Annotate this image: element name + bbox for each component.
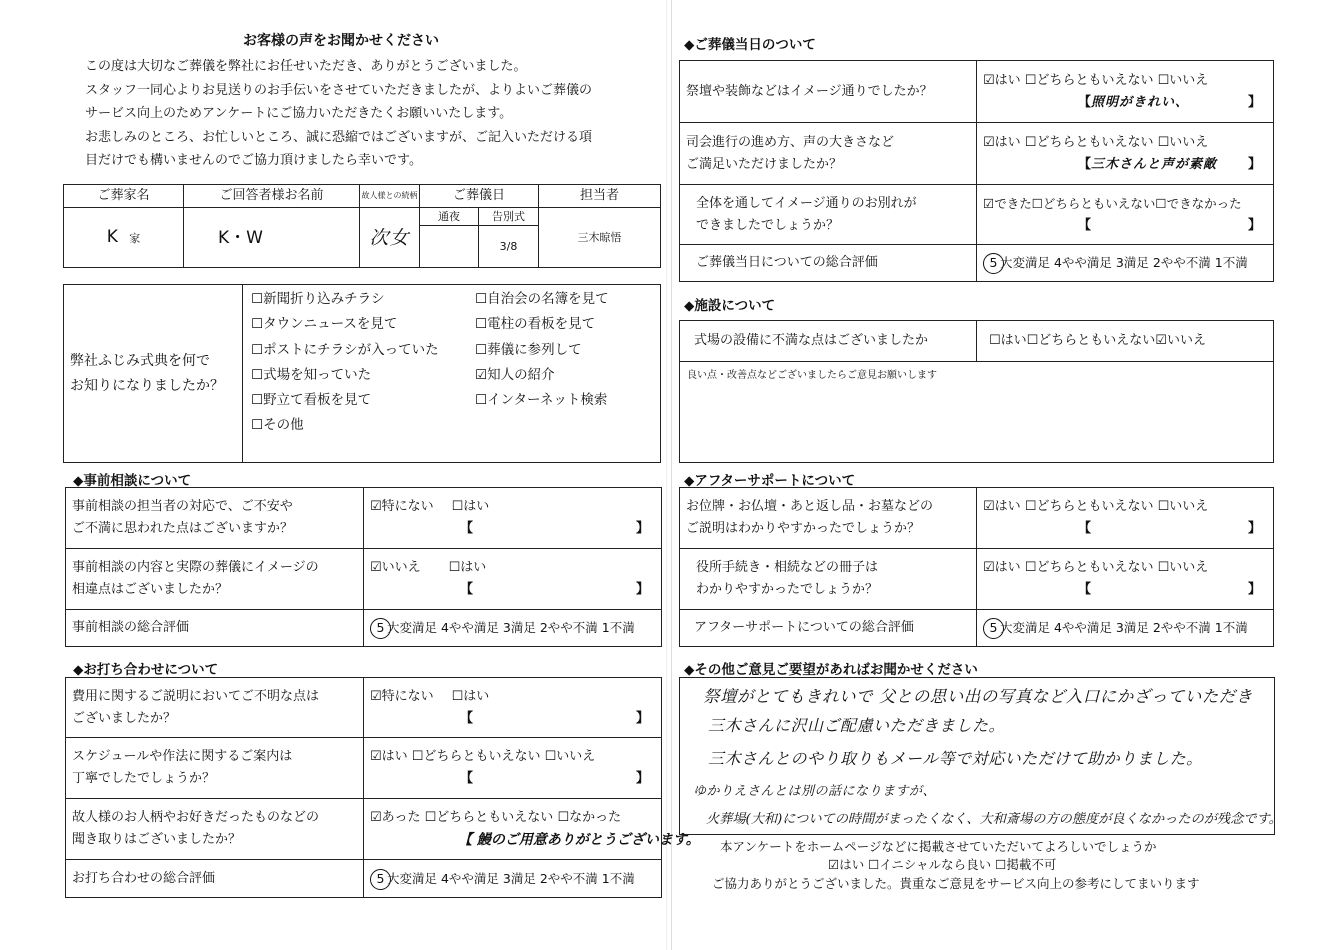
checkbox-option[interactable]: ☐タウンニュースを見て	[251, 316, 398, 333]
after-q2-answer	[977, 549, 1274, 610]
meeting-rating	[364, 860, 662, 898]
handwritten-note: 【 鰻のご用意ありがとうございます。	[458, 832, 700, 848]
col-funeral-date: ご葬儀日	[420, 185, 539, 208]
checkbox-options[interactable]: ☑できた☐どちらともいえない☐できなかった	[983, 195, 1242, 211]
intro-line: お悲しみのところ、お忙しいところ、誠に恐縮ではございますが、ご記入いただける項	[85, 129, 593, 145]
meeting-q3	[66, 799, 364, 860]
funeral-day-table	[679, 60, 1274, 282]
family-name-cell	[64, 208, 184, 268]
checkbox-option[interactable]: ☐はい	[451, 688, 490, 704]
funeral-day-overall-label: ご葬儀当日についての総合評価	[680, 245, 977, 282]
question-line: 相違点はございましたか？	[72, 582, 229, 597]
handwritten-note: 三木さんと声が素敵	[1091, 156, 1218, 172]
intro-line: 目だけでも構いませんのでご協力頂けましたら幸いです。	[85, 153, 422, 168]
rating-scale: 大変満足 4やや満足 3満足 2やや不満 1不満	[387, 620, 635, 635]
funeral-day-q2-answer	[977, 123, 1274, 185]
checkbox-option[interactable]: ☐ポストにチラシが入っていた	[251, 341, 439, 358]
after-support-table	[679, 487, 1274, 647]
meeting-q2-answer	[364, 738, 662, 799]
meeting-q1-answer	[364, 678, 662, 738]
bracket-close: 】	[635, 710, 649, 726]
after-q1-answer	[977, 488, 1274, 549]
rating-scale: 大変満足 4やや満足 3満足 2やや不満 1不満	[387, 870, 635, 886]
question-line: 事前相談の内容と実際の葬儀にイメージの	[72, 560, 319, 575]
funeral-day-q1-answer	[977, 61, 1274, 123]
question-line: 費用に関するご説明においてご不明な点は	[72, 688, 320, 704]
checkbox-option[interactable]: ☐新聞折り込みチラシ	[251, 291, 385, 307]
source-question	[64, 285, 243, 463]
page-title: お客様の声をお聞かせください	[243, 33, 439, 49]
question-line: 丁寧でしたでしょうか？	[72, 771, 216, 786]
meeting-q1	[66, 678, 364, 738]
bracket-close: 】	[1247, 217, 1261, 233]
funeral-info-table	[63, 184, 661, 268]
checkbox-option[interactable]: ☐インターネット検索	[475, 392, 608, 409]
rating-scale: 大変満足 4やや満足 3満足 2やや不満 1不満	[1000, 255, 1248, 270]
question-line: 全体を通してイメージ通りのお別れが	[696, 195, 917, 211]
source-options	[243, 285, 661, 463]
consult-q2	[66, 549, 364, 610]
question-line: スケジュールや作法に関するご案内は	[72, 749, 293, 764]
bracket-open: 【	[460, 771, 474, 786]
question-line: 弊社ふじみ式典を何で	[70, 352, 210, 369]
bracket-open: 【	[1078, 582, 1092, 597]
question-line: お知りになりましたか？	[70, 377, 224, 394]
source-options-col2	[475, 287, 609, 439]
intro-line: スタッフ一同心よりお見送りのお手伝いをさせていただきましたが、よりよいご葬儀の	[85, 82, 593, 98]
meeting-q3-answer	[364, 799, 700, 860]
meeting-table	[65, 677, 700, 898]
checkbox-option[interactable]: ☐野立て看板を見て	[251, 392, 372, 409]
consult-q1	[66, 488, 364, 549]
after-q1	[680, 488, 977, 549]
bracket-close: 】	[1247, 521, 1261, 536]
consult-table	[65, 487, 662, 647]
checkbox-option[interactable]: ☑いいえ	[370, 560, 421, 575]
after-rating	[977, 610, 1274, 647]
handwritten-comment-line: 火葬場(大和)についての時間がまったくなく、大和斎場の方の態度が良くなかったのが残念です。	[706, 812, 1282, 827]
bracket-open: 【	[1078, 156, 1092, 172]
relation-value: 次女	[360, 208, 420, 268]
question-line: お位牌・お仏壇・あと返し品・お墓などの	[686, 499, 934, 514]
family-suffix: 家	[129, 231, 141, 245]
bracket-close: 】	[635, 521, 649, 536]
bracket-open: 【	[460, 710, 474, 726]
bracket-close: 】	[1247, 156, 1261, 172]
checkbox-option[interactable]: ☐葬儀に参列して	[475, 341, 582, 358]
handwritten-comment-line: 三木さんに沢山ご配慮いただきました。	[708, 716, 1006, 735]
bracket-open: 【	[460, 521, 474, 536]
funeral-day-q1: 祭壇や装飾などはイメージ通りでしたか？	[680, 61, 977, 123]
funeral-day-q3-answer	[977, 185, 1274, 245]
question-line: 役所手続き・相続などの冊子は	[696, 560, 879, 575]
wake-date	[420, 226, 479, 268]
intro-text	[85, 55, 660, 173]
checkbox-option[interactable]: ☑知人の紹介	[475, 366, 555, 383]
rating-circled: 5	[370, 618, 391, 639]
handwritten-note: 照明がきれい、	[1091, 94, 1190, 110]
checkbox-option[interactable]: ☐自治会の名簿を見て	[475, 291, 609, 307]
page-fold-shadow	[666, 0, 667, 950]
col-relation: 故人様との続柄	[360, 185, 420, 208]
section-heading-facility: ◆施設について	[684, 298, 776, 314]
checkbox-options[interactable]: ☑はい ☐どちらともいえない ☐いいえ	[983, 72, 1209, 88]
bracket-open: 【	[1078, 217, 1092, 233]
bracket-open: 【	[1078, 521, 1092, 536]
checkbox-options[interactable]: ☑あった ☐どちらともいえない ☐なかった	[370, 810, 622, 825]
publish-question: 本アンケートをホームページなどに掲載させていただいてよろしいでしょうか	[720, 839, 1157, 854]
meeting-q2	[66, 738, 364, 799]
checkbox-option[interactable]: ☑特にない	[370, 688, 434, 704]
checkbox-options[interactable]: ☑はい ☐どちらともいえない ☐いいえ	[983, 560, 1209, 575]
funeral-day-rating	[977, 245, 1274, 282]
rating-scale: 大変満足 4やや満足 3満足 2やや不満 1不満	[1000, 620, 1248, 635]
col-wake: 通夜	[420, 208, 479, 226]
checkbox-options[interactable]: ☑はい ☐どちらともいえない ☐いいえ	[370, 749, 596, 764]
bracket-open: 【	[460, 582, 474, 597]
consult-q1-answer	[364, 488, 662, 549]
checkbox-options[interactable]: ☑はい ☐どちらともいえない ☐いいえ	[983, 499, 1209, 514]
funeral-day-q2	[680, 123, 977, 185]
bracket-close: 】	[635, 582, 649, 597]
question-line: 事前相談の担当者の対応で、ご不安や	[72, 499, 293, 514]
consult-rating	[364, 610, 662, 647]
checkbox-option[interactable]: ☐式場を知っていた	[251, 366, 372, 383]
after-q2	[680, 549, 977, 610]
facility-q1: 式場の設備に不満な点はございましたか	[680, 321, 977, 362]
farewell-date: 3/8	[479, 226, 539, 268]
handwritten-comment-line: 三木さんとのやり取りもメール等で対応いただけて助かりました。	[708, 749, 1203, 768]
section-heading-consult: ◆事前相談について	[73, 473, 192, 489]
checkbox-options[interactable]: ☐はい☐どちらともいえない☑いいえ	[977, 321, 1274, 362]
facility-table	[679, 320, 1274, 463]
bracket-close: 】	[1247, 582, 1261, 597]
intro-line: この度は大切なご葬儀を弊社にお任せいただき、ありがとうございました。	[85, 59, 527, 74]
staff-name: 三木晾悟	[539, 208, 661, 268]
consult-q2-answer	[364, 549, 662, 610]
checkbox-option[interactable]: ☐その他	[251, 417, 304, 434]
question-line: ご満足いただけましたか？	[686, 156, 843, 172]
rating-circled: 5	[983, 253, 1004, 274]
question-line: ございましたか？	[72, 710, 177, 726]
family-initial: K	[106, 226, 118, 247]
respondent-name: K・W	[184, 208, 360, 268]
thanks-message: ご協力ありがとうございました。貴重なご意見をサービス向上の参考にしてまいります	[712, 876, 1200, 891]
col-family-name: ご葬家名	[64, 185, 184, 208]
consult-overall-label: 事前相談の総合評価	[66, 610, 364, 647]
page-fold	[671, 0, 672, 950]
col-staff: 担当者	[539, 185, 661, 208]
bracket-close: 】	[1247, 94, 1261, 110]
source-options-col1	[251, 287, 475, 439]
handwritten-comment-line: 祭壇がとてもきれいで 父との思い出の写真など入口にかざっていただき	[703, 687, 1253, 706]
question-line: ご説明はわかりやすかったでしょうか？	[686, 521, 921, 536]
section-heading-funeral-day: ◆ご葬儀当日のついて	[684, 37, 816, 53]
col-respondent-name: ご回答者様お名前	[184, 185, 360, 208]
intro-line: サービス向上のためアンケートにご協力いただきたくお願いいたします。	[85, 106, 513, 121]
question-line: ご不満に思われた点はございますか？	[72, 521, 294, 536]
checkbox-option[interactable]: ☐はい	[448, 560, 487, 575]
meeting-overall-label: お打ち合わせの総合評価	[66, 860, 364, 898]
question-line: わかりやすかったでしょうか？	[696, 582, 879, 597]
checkbox-option[interactable]: ☑特にない	[370, 499, 434, 514]
section-heading-other: ◆その他ご意見ご要望があればお聞かせください	[684, 662, 978, 678]
checkbox-options[interactable]: ☑はい ☐どちらともいえない ☐いいえ	[983, 134, 1209, 150]
checkbox-option[interactable]: ☐電柱の看板を見て	[475, 316, 596, 333]
funeral-day-q3	[680, 185, 977, 245]
section-heading-after-support: ◆アフターサポートについて	[684, 473, 856, 489]
rating-circled: 5	[370, 869, 391, 890]
col-farewell: 告別式	[479, 208, 539, 226]
publish-options[interactable]: ☑はい ☐イニシャルなら良い ☐掲載不可	[828, 857, 1057, 872]
question-line: 司会進行の進め方、声の大きさなど	[686, 134, 895, 150]
section-heading-meeting: ◆お打ち合わせについて	[73, 662, 219, 678]
question-line: できましたでしょうか？	[696, 217, 840, 233]
free-comment-label: 良い点・改善点などございましたらご意見お願いします	[687, 370, 937, 381]
bracket-open: 【	[1078, 94, 1092, 110]
checkbox-option[interactable]: ☐はい	[451, 499, 490, 514]
question-line: 聞き取りはございましたか？	[72, 832, 242, 847]
facility-free-comment	[680, 362, 1274, 463]
bracket-close: 】	[635, 771, 649, 786]
after-overall-label: アフターサポートについての総合評価	[680, 610, 977, 647]
source-table	[63, 284, 661, 463]
question-line: 故人様のお人柄やお好きだったものなどの	[72, 810, 320, 825]
rating-circled: 5	[983, 618, 1004, 639]
handwritten-comment-line: ゆかりえさんとは別の話になりますが、	[693, 784, 937, 799]
